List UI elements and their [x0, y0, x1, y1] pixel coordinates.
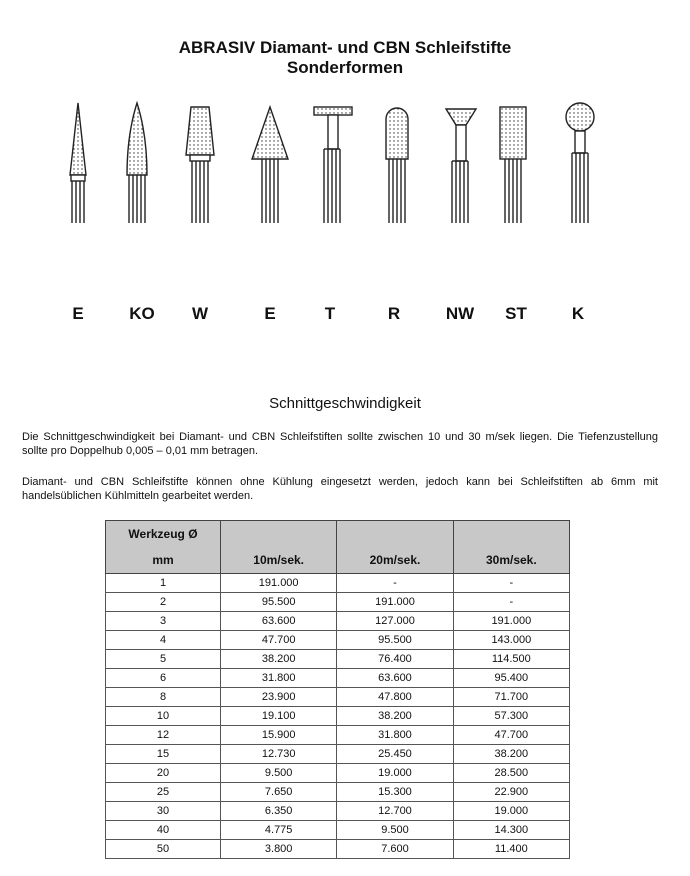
tool-label-k: K: [571, 304, 585, 323]
t-disc-icon: [314, 107, 352, 223]
table-cell: 47.700: [453, 726, 569, 745]
table-cell: 25: [106, 783, 221, 802]
table-cell: -: [337, 574, 453, 593]
table-row: [106, 745, 570, 764]
table-row: [106, 783, 570, 802]
table-row: [106, 612, 570, 631]
table-cell: 20: [106, 764, 221, 783]
tool-shapes: [0, 95, 690, 235]
header-unit-label: mm: [152, 553, 174, 567]
header-30m: 30m/sek.: [453, 521, 569, 574]
table-cell: -: [453, 574, 569, 593]
table-cell: 114.500: [453, 650, 569, 669]
table-cell: 95.400: [453, 669, 569, 688]
tool-label-e2: E: [264, 304, 276, 323]
table-cell: 71.700: [453, 688, 569, 707]
table-cell: 47.800: [337, 688, 453, 707]
inverted-cone-icon: [446, 109, 476, 223]
table-cell: 143.000: [453, 631, 569, 650]
table-cell: 4: [106, 631, 221, 650]
table-row: [106, 688, 570, 707]
table-cell: 22.900: [453, 783, 569, 802]
table-cell: 15.900: [221, 726, 337, 745]
table-cell: 9.500: [221, 764, 337, 783]
table-cell: 14.300: [453, 821, 569, 840]
flat-cylinder-icon: [500, 107, 526, 223]
tool-label-nw: NW: [445, 304, 475, 323]
table-cell: 191.000: [221, 574, 337, 593]
table-cell: 12.700: [337, 802, 453, 821]
table-cell: 15.300: [337, 783, 453, 802]
tapered-cylinder-icon: [186, 107, 214, 223]
table-cell: 3: [106, 612, 221, 631]
table-body: [106, 574, 570, 859]
tool-label-t: T: [324, 304, 336, 323]
table-cell: 95.500: [221, 593, 337, 612]
header-20m: 20m/sek.: [337, 521, 453, 574]
title-line-1: ABRASIV Diamant- und CBN Schleifstifte: [178, 38, 512, 57]
table-row: [106, 593, 570, 612]
table-cell: 12.730: [221, 745, 337, 764]
table-cell: 4.775: [221, 821, 337, 840]
table-cell: -: [453, 593, 569, 612]
table-cell: 57.300: [453, 707, 569, 726]
table-row: [106, 764, 570, 783]
table-cell: 3.800: [221, 840, 337, 859]
table-cell: 95.500: [337, 631, 453, 650]
table-cell: 10: [106, 707, 221, 726]
round-end-cylinder-icon: [386, 108, 408, 223]
title-line-2: Sonderformen: [286, 58, 404, 77]
tool-label-ko: KO: [129, 304, 155, 323]
speed-table: [105, 520, 570, 859]
table-cell: 19.000: [337, 764, 453, 783]
tool-label-e: E: [72, 304, 84, 323]
table-cell: 2: [106, 593, 221, 612]
table-cell: 76.400: [337, 650, 453, 669]
table-cell: 7.650: [221, 783, 337, 802]
table-cell: 6.350: [221, 802, 337, 821]
table-cell: 28.500: [453, 764, 569, 783]
tool-label-st: ST: [505, 304, 527, 323]
table-cell: 191.000: [337, 593, 453, 612]
table-cell: 12: [106, 726, 221, 745]
table-row: [106, 707, 570, 726]
tool-label-r: R: [387, 304, 401, 323]
table-cell: 38.200: [221, 650, 337, 669]
page-title: [0, 38, 690, 78]
table-cell: 40: [106, 821, 221, 840]
table-cell: 23.900: [221, 688, 337, 707]
table-cell: 127.000: [337, 612, 453, 631]
table-cell: 11.400: [453, 840, 569, 859]
table-row: [106, 669, 570, 688]
table-cell: 63.600: [221, 612, 337, 631]
table-cell: 9.500: [337, 821, 453, 840]
cone-pointed-icon: [70, 103, 86, 223]
section-title: Schnittgeschwindigkeit: [269, 395, 421, 412]
cone-triangle-icon: [252, 107, 288, 223]
table-cell: 31.800: [221, 669, 337, 688]
table-cell: 31.800: [337, 726, 453, 745]
table-cell: 50: [106, 840, 221, 859]
table-row: [106, 726, 570, 745]
table-row: [106, 802, 570, 821]
ball-icon: [566, 103, 594, 223]
table-cell: 191.000: [453, 612, 569, 631]
table-cell: 63.600: [337, 669, 453, 688]
table-row: [106, 650, 570, 669]
table-cell: 7.600: [337, 840, 453, 859]
table-row: [106, 631, 570, 650]
bullet-nose-icon: [127, 103, 147, 223]
table-row: [106, 821, 570, 840]
header-tool-diameter: [106, 521, 221, 574]
paragraph-1: Die Schnittgeschwindigkeit bei Diamant- und CBN Schleifstiften sollte zwischen 10 und 30 m/sek liegen. Die Tiefenzustellung sollte pro Doppelhub 0,005 – 0,01 mm betragen.: [22, 431, 658, 457]
paragraph-2: Diamant- und CBN Schleifstifte können ohne Kühlung eingesetzt werden, jedoch kann bei Schleifstiften ab 6mm mit handelsüblichen Kühlmitteln gearbeitet werden.: [22, 476, 658, 502]
header-tool-label: Werkzeug Ø: [128, 527, 198, 541]
table-cell: 19.100: [221, 707, 337, 726]
table-cell: 38.200: [453, 745, 569, 764]
table-row: [106, 840, 570, 859]
tool-label-w: W: [191, 304, 209, 323]
table-cell: 38.200: [337, 707, 453, 726]
table-row: [106, 574, 570, 593]
table-cell: 15: [106, 745, 221, 764]
table-cell: 5: [106, 650, 221, 669]
table-cell: 8: [106, 688, 221, 707]
table-header-row: [106, 521, 570, 574]
table-cell: 1: [106, 574, 221, 593]
table-cell: 47.700: [221, 631, 337, 650]
header-10m: 10m/sek.: [221, 521, 337, 574]
table-cell: 30: [106, 802, 221, 821]
table-cell: 6: [106, 669, 221, 688]
table-cell: 19.000: [453, 802, 569, 821]
table-cell: 25.450: [337, 745, 453, 764]
